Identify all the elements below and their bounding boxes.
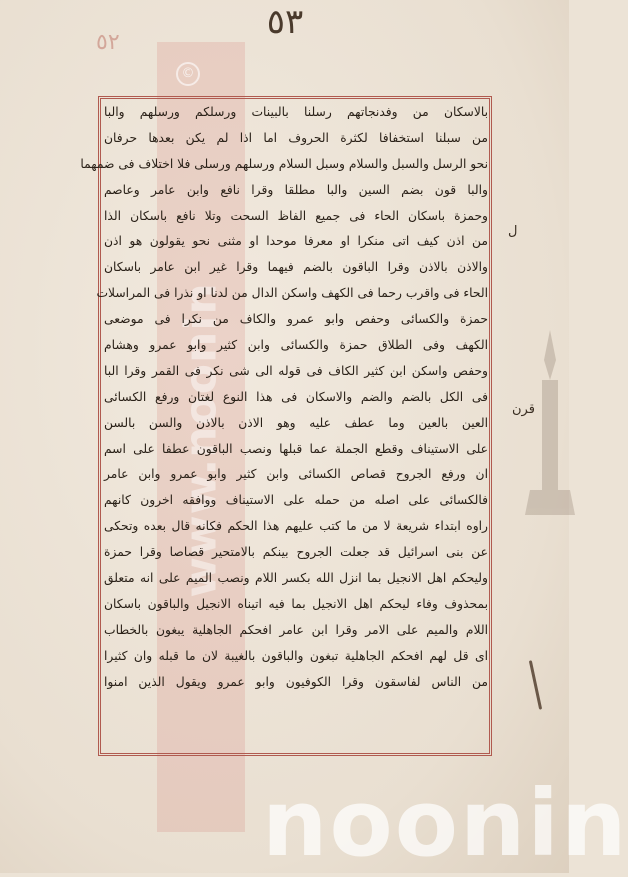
text-line-2: من سبلنا استخفافا لكثرة الحروف اما اذا لم يكن بعدها حرفان [104, 130, 488, 145]
text-line-20: بمحذوف وفاء ليحكم اهل الانجيل بما فيه اتيناه الانجيل والباقون باسكان [104, 596, 488, 611]
text-line-9: حمزة والكسائى وحفص وابو عمرو والكاف من نكرا فى موضعى [104, 312, 488, 327]
margin-note: ل [508, 224, 518, 239]
faded-ornament-icon [520, 320, 580, 520]
text-line-19: وليحكم اهل الانجيل بما انزل الله بكسر اللام ونصب الميم على انه متعلق [104, 571, 488, 586]
text-line-15: ان ورفع الجروح قصاص الكسائى وابن كثير وابو عمرو وابن عامر [104, 467, 488, 482]
text-line-22: اى قل لهم افحكم الجاهلية تبغون والباقون بالغيبة لان ما قبله وان كثيرا [104, 648, 488, 663]
text-line-5: وحمزة باسكان الحاء فى جميع الفاظ السحت وتلا نافع باسكان الذا [104, 208, 488, 223]
page-number: ٥٣ [266, 2, 304, 42]
text-line-6: من اذن كيف اتى منكرا او معرفا موحدا او مثنى نحو يقولون هو اذن [104, 234, 488, 249]
text-line-7: والاذن بالاذن وقرا الباقون بالضم فيهما وقرا غير ابن عامر باسكان [104, 260, 488, 275]
text-line-1: بالاسكان من وفدنجاتهم رسلنا بالبينات ورسلكم ورسلهم والبا [104, 105, 488, 119]
margin-note: قرن [512, 402, 535, 417]
manuscript-text [80, 100, 488, 695]
text-line-14: على الاستيناف وقطع الجملة عما قبلها ونصب الباقون عطفا على اسم [104, 441, 488, 456]
text-line-4: والبا قون بضم السين والبا مطلقا وقرا نافع وابن عامر وعاصم [104, 182, 488, 197]
text-line-16: فالكسائى على اصله من حمله على الاستيناف ووافقه اخرون كانهم [104, 493, 488, 508]
text-line-8: الحاء فى واقرب رحما فى الكهف واسكن الدال من لدنا او نذرا فى المراسلات [96, 286, 488, 301]
text-line-11: وحفص واسكن ابن كثير الكاف فى قوله الى شى نكر فى القمر وقرا البا [104, 363, 488, 378]
margin-stroke [529, 660, 542, 710]
text-line-12: فى الكل بالضم والضم والاسكان فى هذا النوع لغتان ورفع الكسائى [104, 389, 488, 404]
text-line-21: اللام والميم على الامر وقرا ابن عامر افحكم الجاهلية يبغون بالخطاب [104, 622, 488, 637]
text-line-23: من الناس لفاسقون وقرا الكوفيون وابو عمرو ويقول الذين امنوا [104, 674, 488, 689]
text-line-3: نحو الرسل والسبل والسلام وسبل السلام ورسلهم ورسلى فلا اختلاف فى ضمهما [80, 156, 488, 171]
copyright-icon: © [176, 62, 200, 86]
watermark-horizontal-text: noonin [262, 770, 628, 877]
text-line-10: الكهف وفى الطلاق حمزة والكسائى وابن كثير وابو عمرو وهشام [104, 338, 488, 353]
text-line-18: عن بنى اسرائيل قد جعلت الجروح بينكم بالامتحير قصاصا وقرا حمزة [104, 545, 488, 560]
watermark-vertical-text: www.noonin [175, 282, 227, 598]
text-line-13: العين بالعين وما عطف عليه وهو الاذن بالاذن والسن بالسن [104, 415, 488, 430]
text-line-17: راوه ابتداء شريعة لا من ما كتب عليهم هذا الحكم فكانه قال بعده وتحكى [104, 519, 488, 534]
corner-mark: ٥٢ [96, 30, 120, 55]
